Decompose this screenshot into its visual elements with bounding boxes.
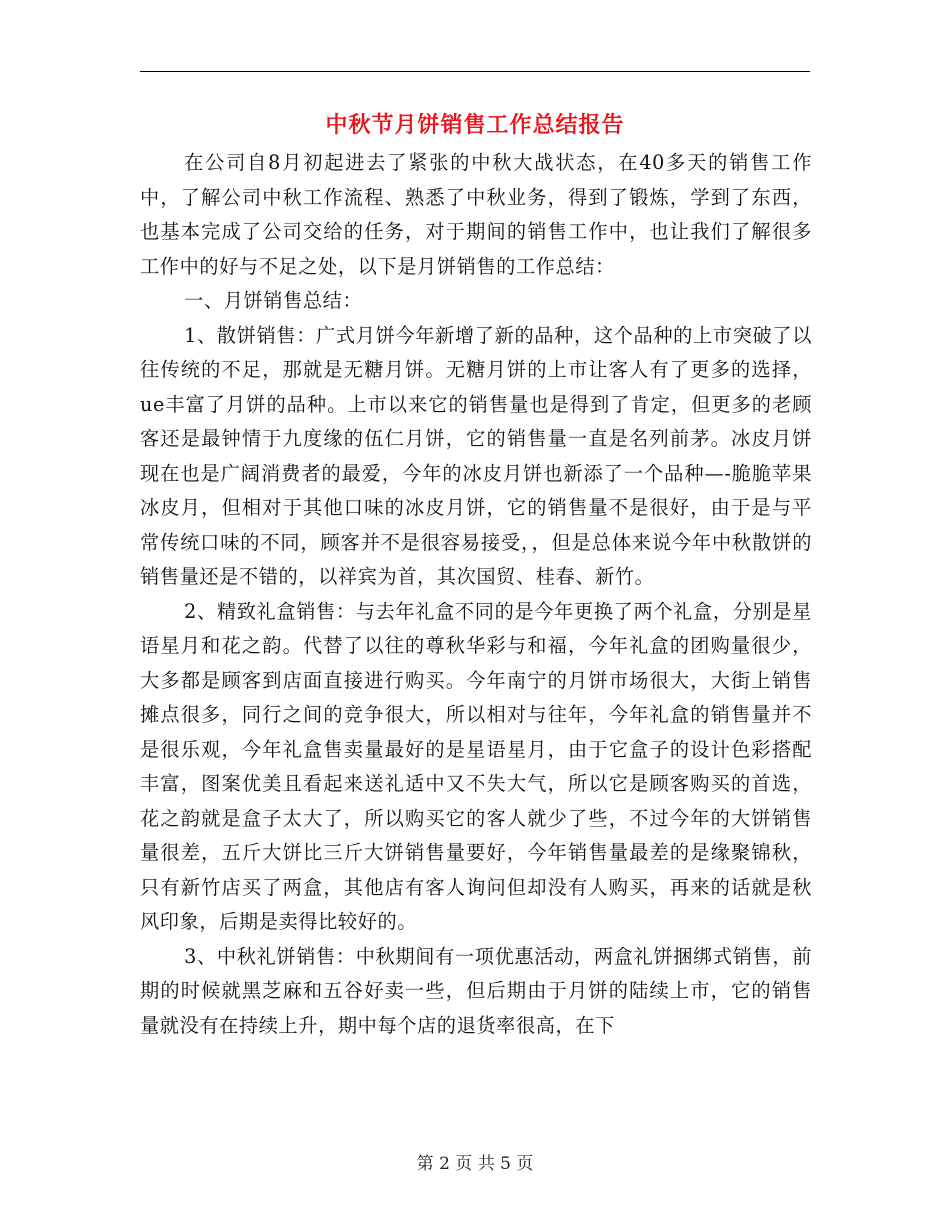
header-rule [140, 71, 810, 72]
page-number: 第 2 页 共 5 页 [416, 1154, 534, 1174]
section-heading: 一、月饼销售总结： [184, 289, 363, 312]
page-footer [0, 1152, 950, 1176]
paragraph-loose-mooncakes: 1、散饼销售：广式月饼今年新增了新的品种，这个品种的上市突破了以往传统的不足，那就是无糖月饼。无糖月饼的上市让客人有了更多的选择，ue丰富了月饼的品种。上市以来它的销售量也是得到了肯定，但更多的老顾客还是最钟情于九度缘的伍仁月饼，它的销售量一直是名列前茅。冰皮月饼现在也是广阔消费者的最爱，今年的冰皮月饼也新添了一个品种—-脆脆苹果冰皮月，但相对于其他口味的冰皮月饼，它的销售量不是很好，由于是与平常传统口味的不同，顾客并不是很容易接受，，但是总体来说今年中秋散饼的销售量还是不错的，以祥宾为首，其次国贸、桂春、新竹。 [140, 323, 812, 588]
document-title: 中秋节月饼销售工作总结报告 [325, 113, 625, 138]
paragraph-intro: 在公司自8月初起进去了紧张的中秋大战状态，在40多天的销售工作中，了解公司中秋工作流程、熟悉了中秋业务，得到了锻炼，学到了东西，也基本完成了公司交给的任务，对于期间的销售工作中，也让我们了解很多工作中的好与不足之处，以下是月饼销售的工作总结： [140, 151, 812, 278]
document-body [140, 146, 812, 1043]
paragraph-gift-cakes: 3、中秋礼饼销售：中秋期间有一项优惠活动，两盒礼饼捆绑式销售，前期的时候就黑芝麻和五谷好卖一些，但后期由于月饼的陆续上市，它的销售量就没有在持续上升，期中每个店的退货率很高，在下 [140, 944, 812, 1037]
paragraph-gift-boxes: 2、精致礼盒销售：与去年礼盒不同的是今年更换了两个礼盒，分别是星语星月和花之韵。代替了以往的尊秋华彩与和福，今年礼盒的团购量很少，大多都是顾客到店面直接进行购买。今年南宁的月饼市场很大，大街上销售摊点很多，同行之间的竞争很大，所以相对与往年，今年礼盒的销售量并不是很乐观，今年礼盒售卖量最好的是星语星月，由于它盒子的设计色彩搭配丰富，图案优美且看起来送礼适中又不失大气，所以它是顾客购买的首选，花之韵就是盒子太大了，所以购买它的客人就少了些，不过今年的大饼销售量很差，五斤大饼比三斤大饼销售量要好，今年销售量最差的是缘聚锦秋，只有新竹店买了两盒，其他店有客人询问但却没有人购买，再来的话就是秋风印象，后期是卖得比较好的。 [140, 599, 812, 933]
